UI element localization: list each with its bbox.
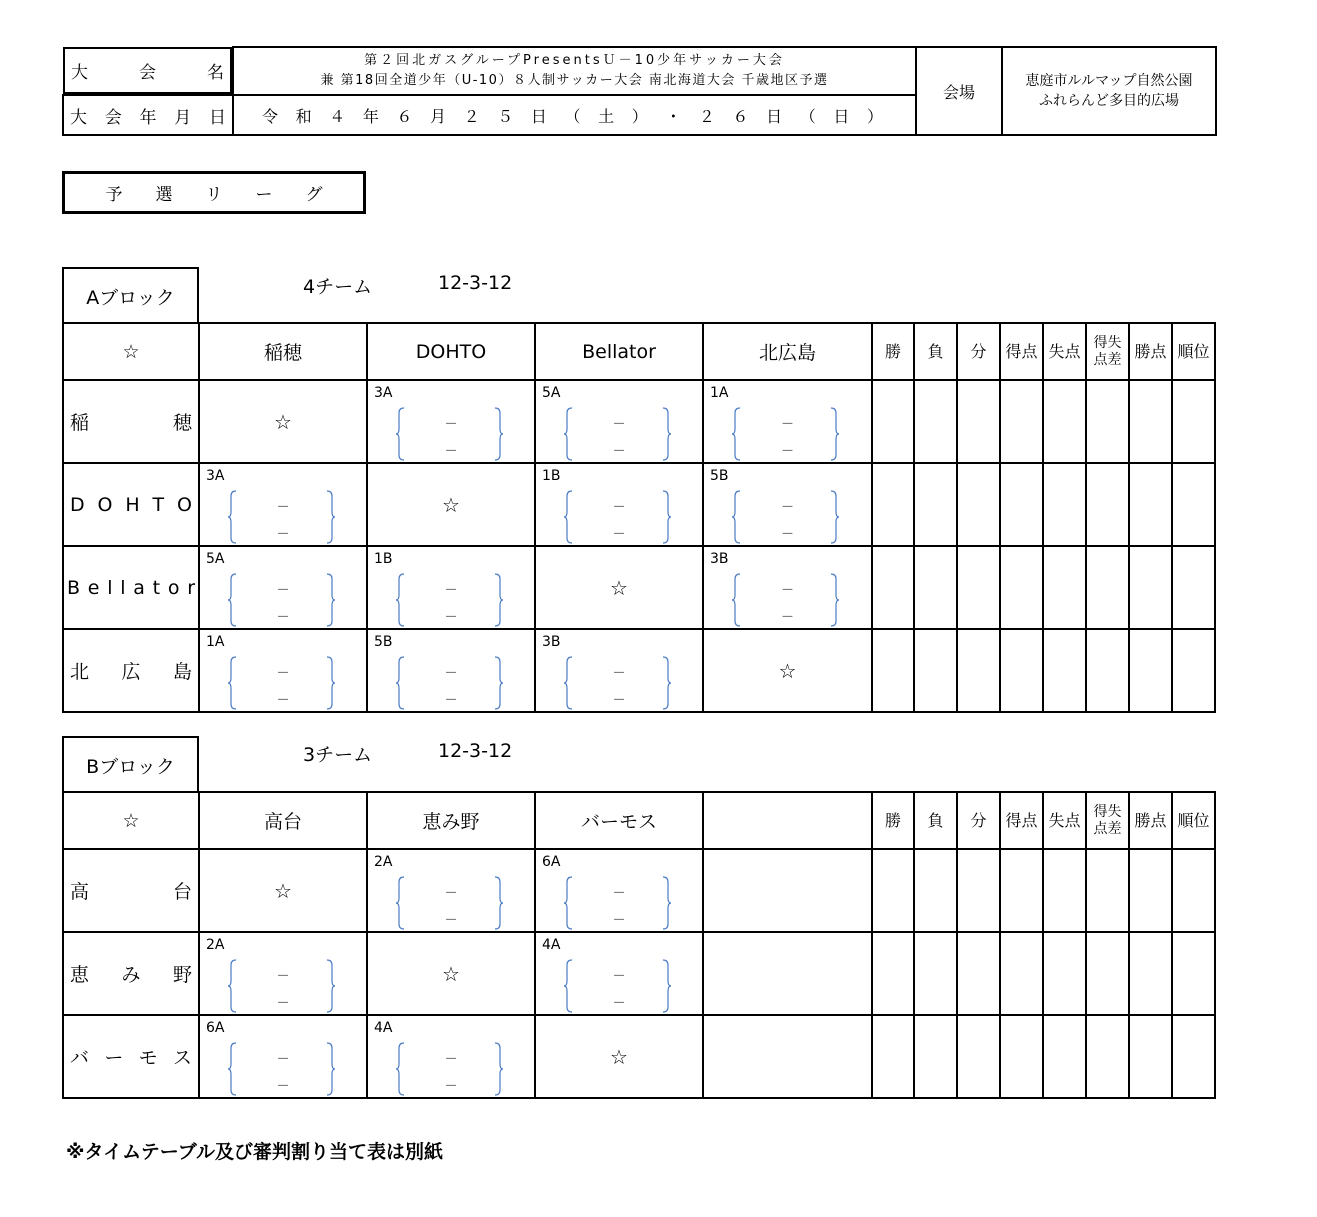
team-name-char: D	[70, 493, 85, 516]
team-name-char: l	[107, 576, 113, 599]
date-label-char: 月	[174, 107, 192, 128]
venue-label: 会場	[916, 47, 1002, 135]
team-name-char: O	[177, 493, 192, 516]
match-code: 3B	[542, 634, 561, 650]
match-cell	[199, 463, 367, 546]
score-dash: －	[780, 527, 794, 542]
prelim-char: グ	[305, 185, 323, 205]
stat-header: 失点	[1043, 323, 1086, 380]
score-dash: －	[276, 996, 290, 1011]
self-match-star-icon: ☆	[199, 849, 367, 932]
match-code: 6A	[206, 1020, 225, 1036]
score-dash: －	[444, 610, 458, 625]
match-cell	[199, 1015, 367, 1098]
stat-header: 分	[957, 323, 1000, 380]
prelim-char: 選	[155, 185, 173, 205]
row-team-name	[63, 932, 199, 1015]
stat-cell	[872, 849, 914, 932]
match-code: 5A	[542, 385, 561, 401]
stat-cell	[1000, 629, 1043, 712]
date-char: ）	[631, 106, 652, 126]
score-dash: －	[612, 693, 626, 708]
stat-header: 分	[957, 792, 1000, 849]
stat-cell	[1043, 1015, 1086, 1098]
stat-cell	[1000, 1015, 1043, 1098]
stat-cell	[1129, 380, 1172, 463]
match-code: 3B	[710, 551, 729, 567]
stat-cell	[1086, 463, 1129, 546]
score-dash: －	[444, 583, 458, 598]
self-match-star-icon: ☆	[703, 629, 872, 712]
stat-cell	[1129, 629, 1172, 712]
team-name-char: み	[121, 964, 141, 986]
header-table	[62, 46, 1217, 136]
team-name-char: B	[67, 576, 81, 599]
row-team-name	[63, 629, 199, 712]
match-cell	[535, 463, 703, 546]
match-code: 5A	[206, 551, 225, 567]
stat-header: 得点	[1000, 792, 1043, 849]
corner-star-icon: ☆	[63, 792, 199, 849]
stat-cell	[1000, 932, 1043, 1015]
stat-cell	[957, 932, 1000, 1015]
row-team-name	[63, 546, 199, 629]
team-name-char: T	[152, 493, 165, 516]
stat-cell	[914, 849, 957, 932]
match-code: 1B	[374, 551, 393, 567]
tournament-title	[233, 47, 916, 95]
stat-header: 得失 点差	[1086, 323, 1129, 380]
score-dash: －	[612, 666, 626, 681]
score-dash: －	[612, 500, 626, 515]
date-char: 年	[362, 106, 383, 126]
date-char: （	[564, 106, 585, 126]
stat-header: 順位	[1172, 792, 1215, 849]
team-name-char: l	[120, 576, 126, 599]
score-dash: －	[444, 886, 458, 901]
column-header-team: DOHTO	[367, 323, 535, 380]
tournament-label-char: 会	[139, 63, 156, 83]
date-char: ６	[396, 106, 417, 126]
team-name-char: ス	[172, 1047, 192, 1069]
stat-cell	[872, 932, 914, 1015]
match-code: 1B	[542, 468, 561, 484]
stat-cell	[914, 380, 957, 463]
team-name-char: ー	[104, 1047, 124, 1069]
block-b-table	[62, 791, 1216, 1099]
stat-cell	[1000, 546, 1043, 629]
team-name-char: r	[187, 576, 195, 599]
stat-cell	[1129, 463, 1172, 546]
stat-header: 勝	[872, 792, 914, 849]
match-cell	[199, 932, 367, 1015]
row-team-name	[63, 1015, 199, 1098]
footer-note: ※タイムテーブル及び審判割り当て表は別紙	[66, 1141, 444, 1163]
block-b-label: Bブロック	[62, 736, 199, 793]
date-char: ５	[497, 106, 518, 126]
match-cell	[199, 546, 367, 629]
stat-cell	[1086, 1015, 1129, 1098]
date-char: 和	[295, 106, 316, 126]
match-code: 4A	[374, 1020, 393, 1036]
column-header-team	[703, 792, 872, 849]
score-dash: －	[444, 1079, 458, 1094]
score-dash: －	[612, 913, 626, 928]
score-dash: －	[276, 610, 290, 625]
self-match-star-icon: ☆	[367, 932, 535, 1015]
stat-header: 負	[914, 792, 957, 849]
team-name-char: 島	[172, 661, 192, 683]
date-char: 月	[430, 106, 451, 126]
score-dash: －	[612, 886, 626, 901]
team-name-char: 北	[70, 661, 90, 683]
stat-cell	[1172, 463, 1215, 546]
row-team-name	[63, 849, 199, 932]
date-label-char: 会	[104, 107, 122, 128]
stat-cell	[1129, 1015, 1172, 1098]
stat-header: 勝点	[1129, 323, 1172, 380]
stat-cell	[957, 849, 1000, 932]
stat-cell	[1129, 546, 1172, 629]
venue-line1: 恵庭市ルルマップ自然公園	[1025, 73, 1193, 89]
score-dash: －	[276, 1052, 290, 1067]
match-code: 2A	[374, 854, 393, 870]
team-name-char: 台	[172, 881, 192, 903]
match-code: 5B	[710, 468, 729, 484]
match-cell	[535, 629, 703, 712]
stat-cell	[1043, 629, 1086, 712]
date-char: 土	[598, 106, 619, 126]
stat-cell	[1043, 380, 1086, 463]
stat-header: 得点	[1000, 323, 1043, 380]
stat-cell	[914, 629, 957, 712]
match-cell	[535, 380, 703, 463]
date-char: ４	[329, 106, 350, 126]
match-cell	[199, 629, 367, 712]
score-dash: －	[276, 1079, 290, 1094]
match-cell	[367, 1015, 535, 1098]
stat-cell	[1086, 932, 1129, 1015]
empty-cell	[703, 849, 872, 932]
date-char: 日	[833, 106, 854, 126]
stat-cell	[1172, 849, 1215, 932]
block-b-teams-count: 3チーム	[303, 744, 373, 766]
stat-header: 失点	[1043, 792, 1086, 849]
score-dash: －	[444, 417, 458, 432]
block-a-table	[62, 322, 1216, 713]
stat-cell	[1000, 463, 1043, 546]
team-name-char: 野	[172, 964, 192, 986]
match-cell	[703, 463, 872, 546]
match-cell	[535, 932, 703, 1015]
match-cell	[367, 849, 535, 932]
match-code: 1A	[710, 385, 729, 401]
tournament-name-label	[63, 47, 232, 94]
score-dash: －	[780, 417, 794, 432]
stat-cell	[957, 380, 1000, 463]
date-char: ・	[665, 106, 686, 126]
stat-cell	[1043, 849, 1086, 932]
team-name-char: 広	[121, 661, 141, 683]
stat-cell	[872, 380, 914, 463]
score-dash: －	[612, 996, 626, 1011]
team-name-char: バ	[70, 1047, 90, 1069]
stat-cell	[872, 1015, 914, 1098]
stat-cell	[914, 932, 957, 1015]
date-char: 日	[766, 106, 787, 126]
team-name-char: e	[87, 576, 100, 599]
stat-cell	[914, 463, 957, 546]
block-a-format: 12-3-12	[438, 272, 513, 294]
row-team-name	[63, 380, 199, 463]
stat-cell	[957, 629, 1000, 712]
match-code: 6A	[542, 854, 561, 870]
stat-header: 順位	[1172, 323, 1215, 380]
stat-cell	[1000, 849, 1043, 932]
empty-cell	[703, 1015, 872, 1098]
score-dash: －	[276, 583, 290, 598]
score-dash: －	[276, 500, 290, 515]
score-dash: －	[276, 969, 290, 984]
match-code: 5B	[374, 634, 393, 650]
match-cell	[703, 546, 872, 629]
column-header-team: 高台	[199, 792, 367, 849]
team-name-char: H	[125, 493, 140, 516]
self-match-star-icon: ☆	[535, 546, 703, 629]
team-name-char: t	[152, 576, 161, 599]
match-code: 1A	[206, 634, 225, 650]
stat-cell	[1043, 463, 1086, 546]
date-char: ２	[463, 106, 484, 126]
stat-cell	[1129, 932, 1172, 1015]
empty-cell	[703, 932, 872, 1015]
score-dash: －	[444, 693, 458, 708]
score-dash: －	[276, 666, 290, 681]
stat-cell	[1086, 546, 1129, 629]
date-char: ）	[866, 106, 887, 126]
stat-cell	[957, 463, 1000, 546]
stat-cell	[1172, 932, 1215, 1015]
score-dash: －	[276, 527, 290, 542]
score-dash: －	[444, 666, 458, 681]
stat-header: 勝	[872, 323, 914, 380]
stat-cell	[1172, 629, 1215, 712]
stat-cell	[1172, 546, 1215, 629]
row-team-name	[63, 463, 199, 546]
match-cell	[367, 546, 535, 629]
date-label-char: 日	[209, 107, 226, 128]
stat-header: 負	[914, 323, 957, 380]
score-dash: －	[444, 913, 458, 928]
prelim-char: 予	[105, 185, 123, 205]
team-name-char: 恵	[70, 964, 90, 986]
score-dash: －	[612, 444, 626, 459]
score-dash: －	[444, 1052, 458, 1067]
score-dash: －	[780, 500, 794, 515]
match-cell	[535, 849, 703, 932]
stat-cell	[914, 1015, 957, 1098]
score-dash: －	[276, 693, 290, 708]
match-code: 3A	[206, 468, 225, 484]
prelim-char: リ	[205, 185, 223, 205]
match-code: 3A	[374, 385, 393, 401]
date-label-char: 年	[139, 107, 157, 128]
stat-cell	[1129, 849, 1172, 932]
block-a-teams-count: 4チーム	[303, 276, 373, 298]
venue-line2: ふれらんど多目的広場	[1039, 93, 1179, 109]
stat-header: 勝点	[1129, 792, 1172, 849]
preliminary-league-label	[62, 171, 366, 214]
stat-cell	[1172, 380, 1215, 463]
date-char: 日	[530, 106, 551, 126]
match-cell	[367, 629, 535, 712]
stat-cell	[872, 546, 914, 629]
score-dash: －	[780, 444, 794, 459]
column-header-team: 北広島	[703, 323, 872, 380]
venue-name	[1002, 47, 1216, 135]
stat-cell	[1000, 380, 1043, 463]
block-a-label: Aブロック	[62, 267, 199, 324]
team-name-char: 穂	[172, 412, 192, 434]
self-match-star-icon: ☆	[535, 1015, 703, 1098]
match-code: 2A	[206, 937, 225, 953]
score-dash: －	[612, 527, 626, 542]
prelim-char: ー	[255, 185, 273, 205]
stat-cell	[1172, 1015, 1215, 1098]
tournament-title-line1: 第２回北ガスグループPresentsＵ－10少年サッカー大会	[364, 53, 785, 68]
stat-cell	[957, 546, 1000, 629]
tournament-title-line2: 兼 第18回全道少年（U-10）８人制サッカー大会 南北海道大会 千歳地区予選	[320, 73, 829, 88]
stat-header: 得失 点差	[1086, 792, 1129, 849]
self-match-star-icon: ☆	[199, 380, 367, 463]
stat-cell	[1086, 629, 1129, 712]
stat-cell	[1086, 380, 1129, 463]
column-header-team: 稲穂	[199, 323, 367, 380]
block-b-format: 12-3-12	[438, 740, 513, 762]
team-name-char: O	[97, 493, 113, 516]
score-dash: －	[444, 444, 458, 459]
match-cell	[703, 380, 872, 463]
corner-star-icon: ☆	[63, 323, 199, 380]
match-code: 4A	[542, 937, 561, 953]
stat-cell	[1043, 546, 1086, 629]
tournament-label-char: 名	[207, 63, 224, 83]
column-header-team: バーモス	[535, 792, 703, 849]
team-name-char: モ	[138, 1047, 158, 1069]
stat-cell	[1043, 932, 1086, 1015]
date-char: （	[799, 106, 820, 126]
team-name-char: 稲	[70, 412, 90, 434]
date-char: ６	[732, 106, 753, 126]
stat-cell	[957, 1015, 1000, 1098]
stat-cell	[914, 546, 957, 629]
team-name-char: o	[167, 576, 180, 599]
score-dash: －	[612, 969, 626, 984]
stat-cell	[872, 463, 914, 546]
self-match-star-icon: ☆	[367, 463, 535, 546]
team-name-char: a	[133, 576, 145, 599]
match-cell	[367, 380, 535, 463]
column-header-team: 恵み野	[367, 792, 535, 849]
tournament-label-char: 大	[71, 63, 88, 83]
column-header-team: Bellator	[535, 323, 703, 380]
score-dash: －	[612, 417, 626, 432]
stat-cell	[1086, 849, 1129, 932]
stat-cell	[872, 629, 914, 712]
date-char: ２	[698, 106, 719, 126]
date-char: 令	[262, 106, 283, 126]
score-dash: －	[780, 610, 794, 625]
date-label-char: 大	[70, 107, 87, 128]
tournament-date-label	[63, 95, 233, 135]
team-name-char: 高	[70, 881, 90, 903]
tournament-date	[233, 95, 916, 135]
score-dash: －	[780, 583, 794, 598]
